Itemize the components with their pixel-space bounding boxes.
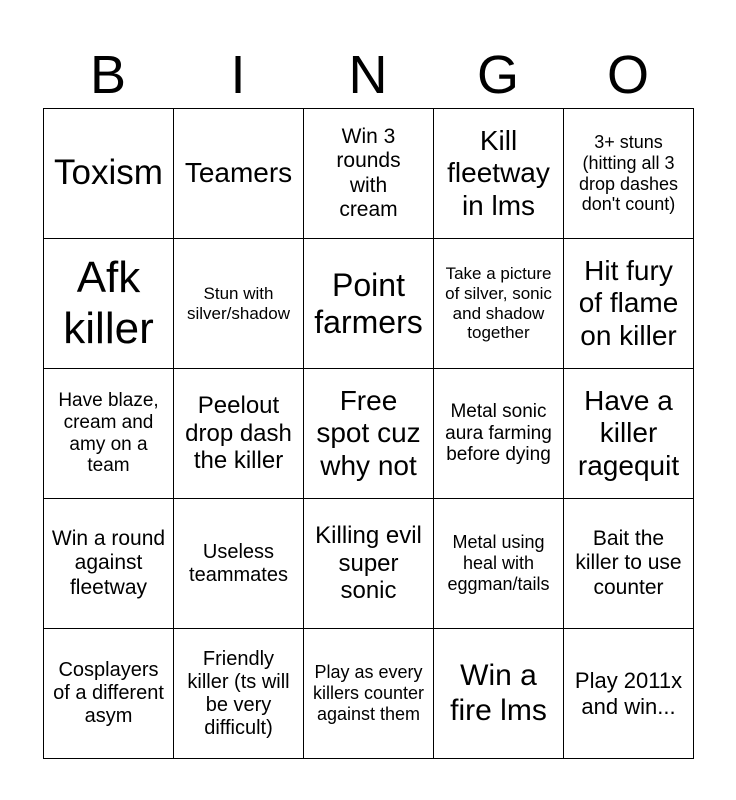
- bingo-cell-r5c4[interactable]: [434, 629, 564, 759]
- bingo-cell-r3c2[interactable]: [174, 369, 304, 499]
- bingo-header: [43, 42, 693, 108]
- bingo-cell-r3c3[interactable]: [304, 369, 434, 499]
- bingo-cell-r4c1[interactable]: [44, 499, 174, 629]
- cell-text: Metal using heal with eggman/tails: [447, 532, 550, 594]
- bingo-cell-r3c1[interactable]: [44, 369, 174, 499]
- cell-text: Teamers: [184, 157, 293, 189]
- cell-text: Free spot cuz why not: [316, 385, 421, 481]
- cell-text: Useless teammates: [189, 540, 288, 586]
- bingo-cell-r4c4[interactable]: [434, 499, 564, 629]
- bingo-cell-r5c3[interactable]: [304, 629, 434, 759]
- cell-text: Win a round against fleetway: [51, 527, 166, 599]
- bingo-cell-r3c5[interactable]: [564, 369, 694, 499]
- bingo-cell-r4c3[interactable]: [304, 499, 434, 629]
- bingo-cell-r5c5[interactable]: [564, 629, 694, 759]
- cell-text: Play 2011x and win...: [574, 668, 683, 719]
- header-letter-g: G: [476, 45, 519, 105]
- cell-text: Play as every killers counter against them: [312, 662, 425, 724]
- cell-text: Have a killer ragequit: [577, 385, 680, 481]
- cell-text: Point farmers: [314, 266, 423, 340]
- cell-text: 3+ stuns (hitting all 3 drop dashes don't count): [578, 132, 679, 215]
- bingo-cell-r2c4[interactable]: [434, 239, 564, 369]
- cell-text: Cosplayers of a different asym: [53, 659, 164, 727]
- cell-text: Hit fury of flame on killer: [578, 255, 679, 351]
- header-letter-o: O: [606, 45, 649, 105]
- cell-text: Stun with silver/shadow: [187, 283, 290, 323]
- cell-text: Metal sonic aura farming before dying: [445, 400, 552, 466]
- cell-text: Peelout drop dash the killer: [185, 392, 292, 475]
- bingo-cell-r4c2[interactable]: [174, 499, 304, 629]
- bingo-cell-r3c4[interactable]: [434, 369, 564, 499]
- bingo-cell-r1c1[interactable]: [44, 109, 174, 239]
- bingo-cell-r2c3[interactable]: [304, 239, 434, 369]
- cell-text: Win 3 rounds with cream: [336, 125, 401, 221]
- header-letter-n: N: [348, 45, 388, 105]
- cell-text: Friendly killer (ts will be very difficult): [187, 647, 290, 739]
- cell-text: Killing evil super sonic: [315, 522, 422, 605]
- cell-text: Kill fleetway in lms: [447, 125, 550, 221]
- bingo-cell-r2c1[interactable]: [44, 239, 174, 369]
- bingo-cell-r1c3[interactable]: [304, 109, 434, 239]
- bingo-cell-r5c2[interactable]: [174, 629, 304, 759]
- bingo-cell-r1c2[interactable]: [174, 109, 304, 239]
- bingo-cell-r5c1[interactable]: [44, 629, 174, 759]
- cell-text: Toxism: [54, 153, 163, 193]
- cell-text: Bait the killer to use counter: [575, 527, 682, 599]
- cell-text: Afk killer: [63, 252, 154, 353]
- cell-text: Win a fire lms: [450, 659, 547, 727]
- bingo-cell-r1c4[interactable]: [434, 109, 564, 239]
- bingo-board: [43, 108, 694, 759]
- bingo-cell-r2c2[interactable]: [174, 239, 304, 369]
- bingo-cell-r2c5[interactable]: [564, 239, 694, 369]
- header-letter-i: I: [230, 45, 246, 105]
- bingo-cell-r1c5[interactable]: [564, 109, 694, 239]
- header-letter-b: B: [89, 45, 127, 105]
- bingo-cell-r4c5[interactable]: [564, 499, 694, 629]
- cell-text: Take a picture of silver, sonic and shadow together: [445, 264, 552, 343]
- cell-text: Have blaze, cream and amy on a team: [58, 389, 159, 477]
